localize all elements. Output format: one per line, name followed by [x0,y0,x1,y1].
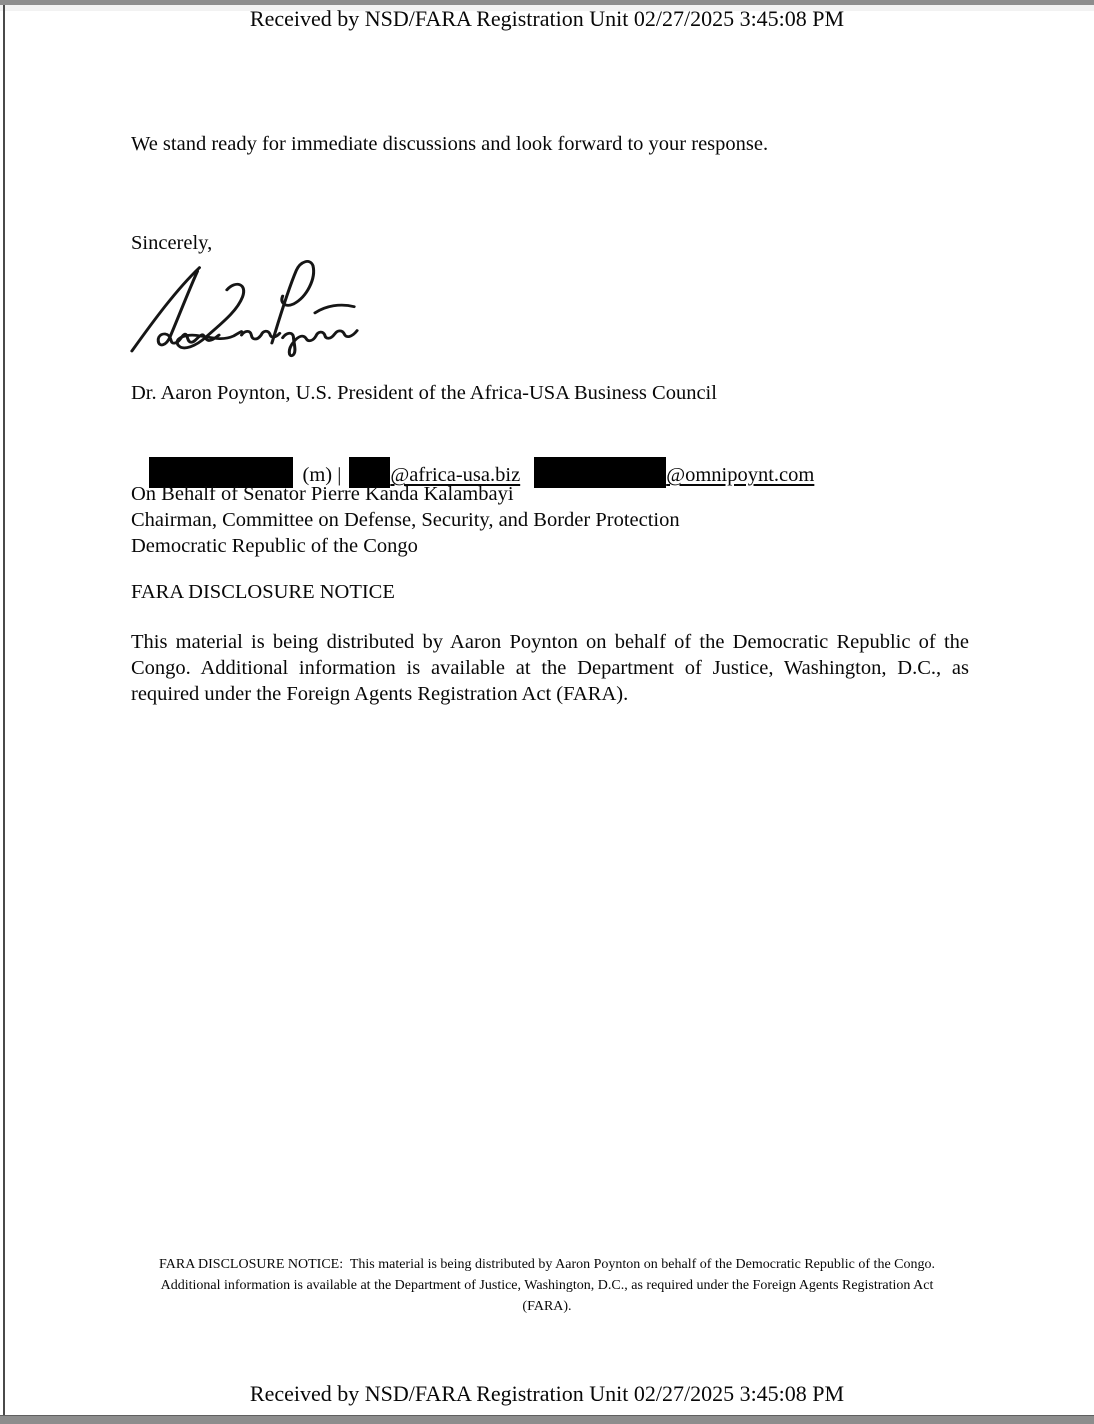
disclosure-line-3: required under the Foreign Agents Registration Act (FARA). [131,683,629,705]
letter-closing-line: We stand ready for immediate discussions and look forward to your response. [131,133,769,155]
email-domain-omnipoynt: @omnipoynt.com [666,464,815,486]
footer-disclosure-line-1: FARA DISCLOSURE NOTICE: This material is being distributed by Aaron Poynton on behalf of the Democratic Republic of the Congo. [159,1257,935,1272]
scan-bottom-bar [0,1415,1094,1424]
page-left-border [3,5,5,1415]
on-behalf-country-line: Democratic Republic of the Congo [131,535,418,557]
fara-disclosure-paragraph [131,629,969,707]
fara-received-stamp-footer: Received by NSD/FARA Registration Unit 02/27/2025 3:45:08 PM [249,1381,845,1406]
on-behalf-senator-line: On Behalf of Senator Pierre Kanda Kalambayi [131,483,514,505]
fara-received-stamp-header: Received by NSD/FARA Registration Unit 02/27/2025 3:45:08 PM [249,6,845,31]
on-behalf-chairman-line: Chairman, Committee on Defense, Security, and Border Protection [131,509,680,531]
footer-disclosure-notice [0,1254,1094,1317]
on-behalf-block [131,481,680,559]
signature-image [126,257,361,359]
fara-disclosure-heading: FARA DISCLOSURE NOTICE [131,581,395,603]
footer-disclosure-line-3: (FARA). [522,1299,572,1314]
signature-svg [126,257,361,359]
disclosure-line-2: Congo. Additional information is available at the Department of Justice, Washington, D.C., as [131,657,969,679]
valediction: Sincerely, [131,232,213,254]
disclosure-line-1: This material is being distributed by Aaron Poynton on behalf of the Democratic Republic of the [131,631,969,653]
email-domain-africa-usa: @africa-usa.biz [390,464,521,486]
phone-mobile-label: (m) | [302,464,342,486]
signer-title-line: Dr. Aaron Poynton, U.S. President of the Africa-USA Business Council [131,382,717,404]
footer-disclosure-line-2: Additional information is available at the Department of Justice, Washington, D.C., as required under the Foreign Agents Registration Act [160,1278,934,1293]
